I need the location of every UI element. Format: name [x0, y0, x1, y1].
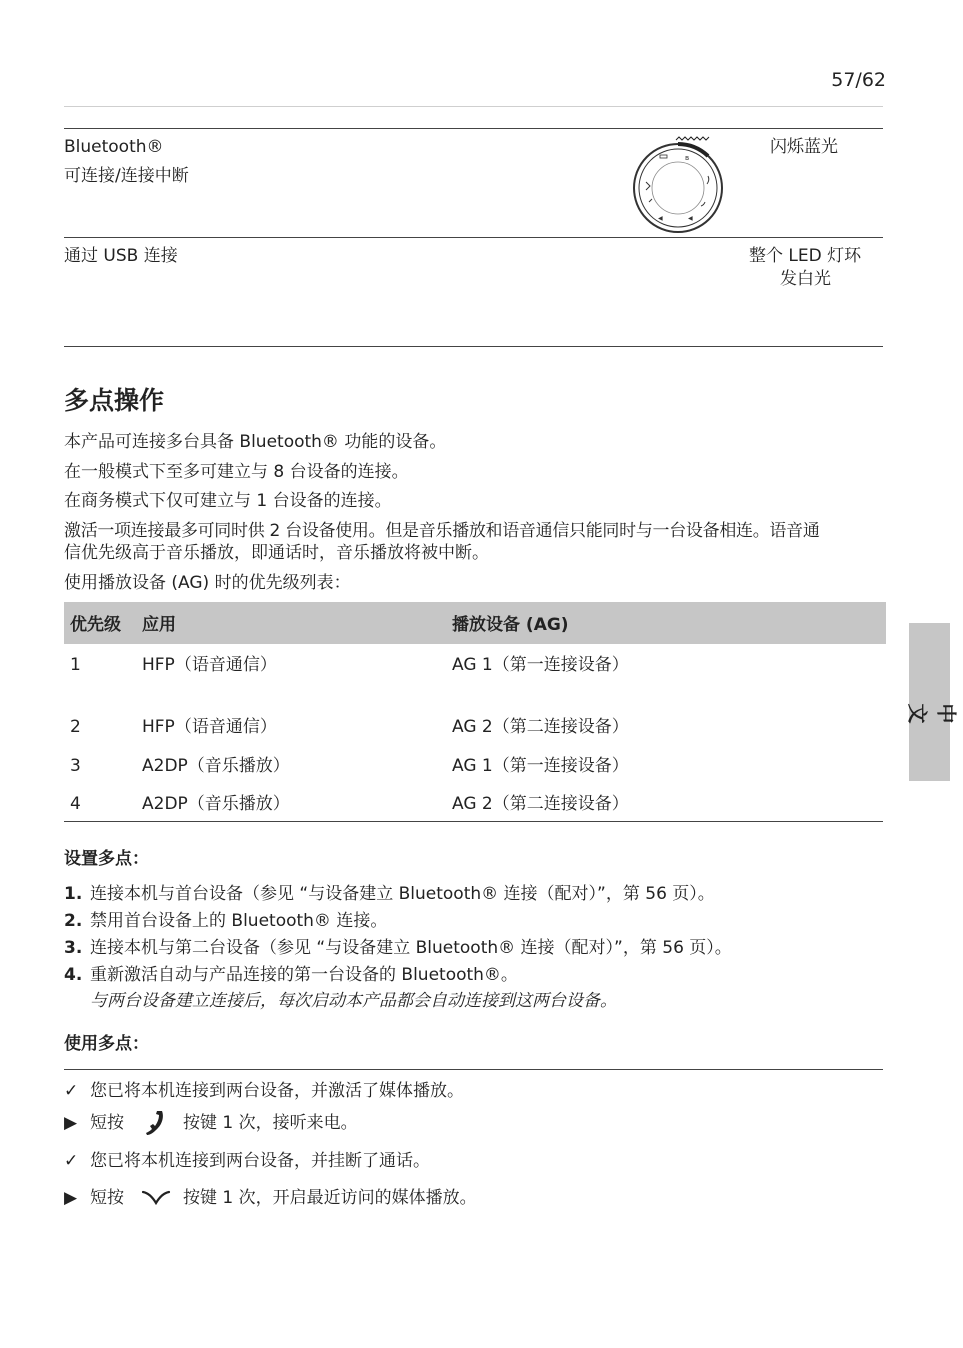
- usage-action-post: 按键 1 次，开启最近访问的媒体播放。: [183, 1188, 477, 1208]
- table-cell: 2: [70, 717, 81, 737]
- table-cell: AG 1（第一连接设备）: [452, 655, 629, 675]
- col-header-ag: 播放设备 (AG): [452, 615, 569, 635]
- usage-condition: 您已将本机连接到两台设备，并激活了媒体播放。: [90, 1081, 464, 1101]
- speakerphone-illustration: [628, 132, 728, 232]
- header-divider: [64, 106, 883, 107]
- status-table-mid-rule: [64, 237, 883, 238]
- step-number: 2.: [64, 911, 83, 931]
- setup-note: 与两台设备建立连接后，每次启动本产品都会自动连接到这两台设备。: [90, 991, 617, 1011]
- status-table-top-rule: [64, 128, 883, 129]
- paragraph: 使用播放设备 (AG) 时的优先级列表：: [64, 573, 351, 593]
- table-cell: AG 2（第二连接设备）: [452, 717, 629, 737]
- svg-text:◀: ◀: [688, 215, 693, 222]
- section-title: 多点操作: [64, 386, 165, 415]
- phone-answer-icon: [143, 1108, 169, 1138]
- priority-table-bottom-rule: [64, 821, 883, 822]
- step-text: 禁用首台设备上的 Bluetooth® 连接。: [90, 911, 388, 931]
- paragraph: 本产品可连接多台具备 Bluetooth® 功能的设备。: [64, 432, 447, 452]
- language-side-tab: [905, 623, 959, 781]
- usage-action-post: 按键 1 次，接听来电。: [183, 1113, 358, 1133]
- arrow-right-icon: ▶: [64, 1188, 78, 1208]
- table-cell: A2DP（音乐播放）: [142, 794, 290, 814]
- status-usb: 通过 USB 连接: [64, 246, 178, 266]
- table-cell: HFP（语音通信）: [142, 655, 277, 675]
- usage-heading: 使用多点：: [64, 1034, 149, 1054]
- usage-condition: 您已将本机连接到两台设备，并挂断了通话。: [90, 1151, 430, 1171]
- table-cell: A2DP（音乐播放）: [142, 756, 290, 776]
- check-icon: ✓: [64, 1081, 79, 1101]
- setup-heading: 设置多点：: [64, 849, 149, 869]
- svg-text:ʙ: ʙ: [685, 154, 690, 162]
- arrow-right-icon: ▶: [64, 1113, 78, 1133]
- page-number: 57/62: [831, 69, 886, 91]
- step-text: 连接本机与首台设备（参见 “与设备建立 Bluetooth® 连接（配对）”，第 56 页）。: [90, 884, 715, 904]
- language-tab-label: 中文: [905, 703, 959, 724]
- table-cell: HFP（语音通信）: [142, 717, 277, 737]
- paragraph: 激活一项连接最多可同时供 2 台设备使用。但是音乐播放和语音通信只能同时与一台设备相连。语音通: [64, 521, 820, 541]
- paragraph: 在商务模式下仅可建立与 1 台设备的连接。: [64, 491, 392, 511]
- paragraph: 在一般模式下至多可建立与 8 台设备的连接。: [64, 462, 409, 482]
- step-text: 重新激活自动与产品连接的第一台设备的 Bluetooth®。: [90, 965, 518, 985]
- status-table-bottom-rule: [64, 346, 883, 347]
- step-number: 4.: [64, 965, 83, 985]
- col-header-application: 应用: [142, 615, 176, 635]
- indicator-blink-blue: 闪烁蓝光: [770, 137, 838, 157]
- status-bluetooth: Bluetooth®: [64, 137, 164, 157]
- step-text: 连接本机与第二台设备（参见 “与设备建立 Bluetooth® 连接（配对）”，第 56 页）。: [90, 938, 732, 958]
- indicator-led-ring: 整个 LED 灯环: [749, 246, 862, 266]
- usage-rule: [64, 1069, 883, 1070]
- table-cell: AG 2（第二连接设备）: [452, 794, 629, 814]
- svg-text:◀: ◀: [658, 215, 663, 222]
- play-pause-icon: [141, 1186, 171, 1208]
- step-number: 3.: [64, 938, 83, 958]
- table-cell: 4: [70, 794, 81, 814]
- indicator-white-light: 发白光: [780, 269, 831, 289]
- paragraph: 信优先级高于音乐播放，即通话时，音乐播放将被中断。: [64, 543, 489, 563]
- step-number: 1.: [64, 884, 83, 904]
- table-cell: 1: [70, 655, 81, 675]
- table-cell: 3: [70, 756, 81, 776]
- col-header-priority: 优先级: [70, 615, 121, 635]
- check-icon: ✓: [64, 1151, 79, 1171]
- usage-action-pre: 短按: [90, 1188, 124, 1208]
- usage-action-pre: 短按: [90, 1113, 124, 1133]
- status-bluetooth-sub: 可连接/连接中断: [64, 166, 189, 186]
- table-cell: AG 1（第一连接设备）: [452, 756, 629, 776]
